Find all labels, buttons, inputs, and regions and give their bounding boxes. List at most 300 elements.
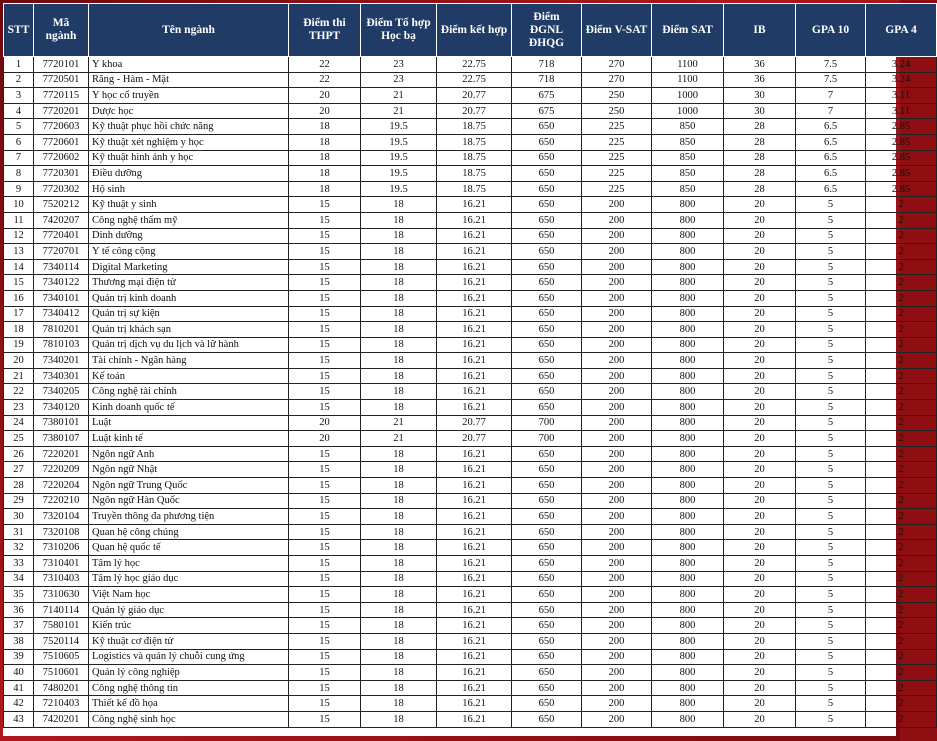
- diem-thpt-cell: 20: [289, 103, 361, 119]
- diem-vsat-cell: 200: [582, 212, 652, 228]
- diem-sat-cell: 800: [652, 415, 724, 431]
- ma-nganh-cell: 7340205: [34, 384, 89, 400]
- diem-thpt-cell: 15: [289, 493, 361, 509]
- gpa10-cell: 7.5: [796, 57, 866, 73]
- diem-sat-cell: 800: [652, 493, 724, 509]
- diem-ket-hop-cell: 16.21: [437, 306, 512, 322]
- ib-cell: 20: [724, 587, 796, 603]
- ib-cell: 20: [724, 680, 796, 696]
- diem-dgnl-cell: 650: [512, 509, 582, 525]
- stt-cell: 13: [4, 244, 34, 260]
- ma-nganh-cell: 7220209: [34, 462, 89, 478]
- diem-sat-cell: 800: [652, 509, 724, 525]
- diem-dgnl-cell: 650: [512, 711, 582, 727]
- diem-hoc-ba-cell: 23: [361, 72, 437, 88]
- gpa4-cell: 2: [866, 696, 937, 712]
- diem-hoc-ba-cell: 19.5: [361, 150, 437, 166]
- diem-dgnl-cell: 650: [512, 400, 582, 416]
- ib-cell: 20: [724, 197, 796, 213]
- ma-nganh-cell: 7340412: [34, 306, 89, 322]
- diem-vsat-cell: 200: [582, 400, 652, 416]
- stt-cell: 27: [4, 462, 34, 478]
- diem-ket-hop-cell: 16.21: [437, 587, 512, 603]
- table-row: [4, 197, 937, 213]
- gpa4-cell: 2: [866, 649, 937, 665]
- diem-vsat-cell: 200: [582, 322, 652, 338]
- ma-nganh-cell: 7720101: [34, 57, 89, 73]
- diem-hoc-ba-cell: 19.5: [361, 119, 437, 135]
- gpa10-cell: 5: [796, 462, 866, 478]
- diem-sat-cell: 800: [652, 337, 724, 353]
- gpa10-cell: 5: [796, 556, 866, 572]
- ma-nganh-cell: 7340114: [34, 259, 89, 275]
- diem-dgnl-cell: 650: [512, 259, 582, 275]
- gpa10-cell: 5: [796, 633, 866, 649]
- diem-vsat-cell: 200: [582, 431, 652, 447]
- diem-sat-cell: 800: [652, 259, 724, 275]
- diem-hoc-ba-cell: 18: [361, 540, 437, 556]
- diem-thpt-cell: 18: [289, 134, 361, 150]
- diem-hoc-ba-cell: 21: [361, 103, 437, 119]
- gpa4-cell: 2: [866, 228, 937, 244]
- header-diem-sat: Điểm SAT: [652, 4, 724, 57]
- diem-thpt-cell: 15: [289, 478, 361, 494]
- diem-sat-cell: 800: [652, 571, 724, 587]
- ten-nganh-cell: Công nghệ sinh học: [89, 711, 289, 727]
- gpa10-cell: 5: [796, 602, 866, 618]
- gpa10-cell: 5: [796, 431, 866, 447]
- gpa10-cell: 5: [796, 540, 866, 556]
- gpa10-cell: 5: [796, 306, 866, 322]
- gpa10-cell: 6.5: [796, 134, 866, 150]
- diem-sat-cell: 800: [652, 618, 724, 634]
- diem-dgnl-cell: 650: [512, 540, 582, 556]
- diem-hoc-ba-cell: 18: [361, 649, 437, 665]
- ten-nganh-cell: Thiết kế đồ họa: [89, 696, 289, 712]
- diem-hoc-ba-cell: 18: [361, 665, 437, 681]
- ib-cell: 30: [724, 103, 796, 119]
- diem-ket-hop-cell: 16.21: [437, 556, 512, 572]
- gpa10-cell: 5: [796, 711, 866, 727]
- stt-cell: 12: [4, 228, 34, 244]
- stt-cell: 4: [4, 103, 34, 119]
- gpa10-cell: 5: [796, 415, 866, 431]
- ma-nganh-cell: 7210403: [34, 696, 89, 712]
- diem-vsat-cell: 200: [582, 649, 652, 665]
- ma-nganh-cell: 7310403: [34, 571, 89, 587]
- diem-dgnl-cell: 650: [512, 649, 582, 665]
- gpa4-cell: 3.11: [866, 103, 937, 119]
- ib-cell: 20: [724, 649, 796, 665]
- diem-vsat-cell: 200: [582, 478, 652, 494]
- table-row: [4, 57, 937, 73]
- diem-ket-hop-cell: 16.21: [437, 696, 512, 712]
- gpa4-cell: 2.85: [866, 181, 937, 197]
- ma-nganh-cell: 7720701: [34, 244, 89, 260]
- ma-nganh-cell: 7340122: [34, 275, 89, 291]
- diem-ket-hop-cell: 16.21: [437, 446, 512, 462]
- diem-sat-cell: 800: [652, 649, 724, 665]
- diem-vsat-cell: 200: [582, 228, 652, 244]
- diem-thpt-cell: 15: [289, 680, 361, 696]
- ma-nganh-cell: 7420207: [34, 212, 89, 228]
- header-ten-nganh: Tên ngành: [89, 4, 289, 57]
- gpa4-cell: 2.85: [866, 150, 937, 166]
- gpa10-cell: 5: [796, 353, 866, 369]
- stt-cell: 38: [4, 633, 34, 649]
- diem-thpt-cell: 15: [289, 556, 361, 572]
- score-table-sheet: [3, 3, 917, 736]
- ma-nganh-cell: 7140114: [34, 602, 89, 618]
- table-row: [4, 649, 937, 665]
- table-row: [4, 665, 937, 681]
- ten-nganh-cell: Quản lý công nghiệp: [89, 665, 289, 681]
- diem-sat-cell: 850: [652, 166, 724, 182]
- table-row: [4, 322, 937, 338]
- table-body: [4, 57, 937, 728]
- stt-cell: 36: [4, 602, 34, 618]
- diem-thpt-cell: 15: [289, 649, 361, 665]
- diem-sat-cell: 800: [652, 197, 724, 213]
- ten-nganh-cell: Kiến trúc: [89, 618, 289, 634]
- diem-sat-cell: 1100: [652, 57, 724, 73]
- diem-hoc-ba-cell: 18: [361, 602, 437, 618]
- diem-dgnl-cell: 650: [512, 696, 582, 712]
- diem-vsat-cell: 200: [582, 556, 652, 572]
- ib-cell: 20: [724, 212, 796, 228]
- stt-cell: 26: [4, 446, 34, 462]
- ib-cell: 20: [724, 556, 796, 572]
- ib-cell: 20: [724, 275, 796, 291]
- stt-cell: 42: [4, 696, 34, 712]
- diem-dgnl-cell: 650: [512, 212, 582, 228]
- ib-cell: 20: [724, 478, 796, 494]
- diem-thpt-cell: 15: [289, 462, 361, 478]
- ten-nganh-cell: Y tế công cộng: [89, 244, 289, 260]
- gpa4-cell: 2: [866, 602, 937, 618]
- gpa4-cell: 2: [866, 524, 937, 540]
- diem-vsat-cell: 200: [582, 524, 652, 540]
- stt-cell: 43: [4, 711, 34, 727]
- stt-cell: 32: [4, 540, 34, 556]
- stt-cell: 33: [4, 556, 34, 572]
- ib-cell: 20: [724, 696, 796, 712]
- diem-dgnl-cell: 650: [512, 228, 582, 244]
- diem-dgnl-cell: 650: [512, 353, 582, 369]
- diem-hoc-ba-cell: 18: [361, 556, 437, 572]
- ma-nganh-cell: 7310401: [34, 556, 89, 572]
- stt-cell: 17: [4, 306, 34, 322]
- table-row: [4, 493, 937, 509]
- ten-nganh-cell: Quản trị kinh doanh: [89, 290, 289, 306]
- gpa4-cell: 3.24: [866, 57, 937, 73]
- diem-thpt-cell: 18: [289, 181, 361, 197]
- diem-vsat-cell: 225: [582, 150, 652, 166]
- diem-ket-hop-cell: 16.21: [437, 197, 512, 213]
- diem-hoc-ba-cell: 18: [361, 306, 437, 322]
- table-row: [4, 556, 937, 572]
- diem-vsat-cell: 200: [582, 290, 652, 306]
- diem-hoc-ba-cell: 18: [361, 493, 437, 509]
- diem-dgnl-cell: 650: [512, 166, 582, 182]
- diem-vsat-cell: 200: [582, 306, 652, 322]
- stt-cell: 6: [4, 134, 34, 150]
- header-gpa4: GPA 4: [866, 4, 937, 57]
- gpa4-cell: 2: [866, 384, 937, 400]
- ib-cell: 20: [724, 571, 796, 587]
- ten-nganh-cell: Kỹ thuật phục hồi chức năng: [89, 119, 289, 135]
- diem-dgnl-cell: 650: [512, 493, 582, 509]
- diem-ket-hop-cell: 16.21: [437, 462, 512, 478]
- diem-hoc-ba-cell: 18: [361, 400, 437, 416]
- diem-vsat-cell: 200: [582, 462, 652, 478]
- ten-nganh-cell: Ngôn ngữ Hàn Quốc: [89, 493, 289, 509]
- gpa4-cell: 2: [866, 212, 937, 228]
- ten-nganh-cell: Thương mại điện tử: [89, 275, 289, 291]
- diem-vsat-cell: 200: [582, 680, 652, 696]
- diem-sat-cell: 850: [652, 181, 724, 197]
- diem-hoc-ba-cell: 18: [361, 462, 437, 478]
- ib-cell: 20: [724, 633, 796, 649]
- gpa4-cell: 3.11: [866, 88, 937, 104]
- table-row: [4, 509, 937, 525]
- diem-ket-hop-cell: 16.21: [437, 400, 512, 416]
- ten-nganh-cell: Dinh dưỡng: [89, 228, 289, 244]
- diem-dgnl-cell: 650: [512, 524, 582, 540]
- diem-dgnl-cell: 650: [512, 384, 582, 400]
- ma-nganh-cell: 7220210: [34, 493, 89, 509]
- ten-nganh-cell: Công nghệ tài chính: [89, 384, 289, 400]
- diem-sat-cell: 800: [652, 400, 724, 416]
- table-row: [4, 275, 937, 291]
- diem-sat-cell: 800: [652, 368, 724, 384]
- diem-dgnl-cell: 650: [512, 337, 582, 353]
- diem-vsat-cell: 270: [582, 57, 652, 73]
- diem-vsat-cell: 200: [582, 337, 652, 353]
- ib-cell: 36: [724, 57, 796, 73]
- diem-sat-cell: 800: [652, 228, 724, 244]
- stt-cell: 11: [4, 212, 34, 228]
- diem-hoc-ba-cell: 18: [361, 197, 437, 213]
- gpa10-cell: 5: [796, 509, 866, 525]
- diem-thpt-cell: 22: [289, 72, 361, 88]
- ma-nganh-cell: 7720301: [34, 166, 89, 182]
- stt-cell: 10: [4, 197, 34, 213]
- diem-vsat-cell: 200: [582, 509, 652, 525]
- diem-ket-hop-cell: 16.21: [437, 368, 512, 384]
- gpa10-cell: 5: [796, 649, 866, 665]
- table-row: [4, 103, 937, 119]
- diem-vsat-cell: 200: [582, 696, 652, 712]
- table-row: [4, 353, 937, 369]
- diem-sat-cell: 800: [652, 275, 724, 291]
- diem-vsat-cell: 200: [582, 540, 652, 556]
- diem-sat-cell: 800: [652, 556, 724, 572]
- ma-nganh-cell: 7220201: [34, 446, 89, 462]
- diem-vsat-cell: 200: [582, 275, 652, 291]
- header-diem-thpt: Điểm thi THPT: [289, 4, 361, 57]
- diem-sat-cell: 800: [652, 633, 724, 649]
- ib-cell: 28: [724, 134, 796, 150]
- stt-cell: 19: [4, 337, 34, 353]
- diem-thpt-cell: 15: [289, 602, 361, 618]
- diem-vsat-cell: 200: [582, 587, 652, 603]
- gpa4-cell: 2: [866, 556, 937, 572]
- ten-nganh-cell: Ngôn ngữ Anh: [89, 446, 289, 462]
- ib-cell: 20: [724, 228, 796, 244]
- diem-vsat-cell: 200: [582, 384, 652, 400]
- gpa4-cell: 2: [866, 587, 937, 603]
- table-row: [4, 181, 937, 197]
- table-row: [4, 259, 937, 275]
- diem-vsat-cell: 200: [582, 259, 652, 275]
- stt-cell: 39: [4, 649, 34, 665]
- diem-thpt-cell: 15: [289, 368, 361, 384]
- diem-sat-cell: 800: [652, 384, 724, 400]
- diem-dgnl-cell: 718: [512, 72, 582, 88]
- diem-thpt-cell: 20: [289, 415, 361, 431]
- gpa4-cell: 2: [866, 337, 937, 353]
- diem-dgnl-cell: 718: [512, 57, 582, 73]
- ma-nganh-cell: 7720115: [34, 88, 89, 104]
- diem-thpt-cell: 15: [289, 633, 361, 649]
- diem-thpt-cell: 15: [289, 259, 361, 275]
- ma-nganh-cell: 7810201: [34, 322, 89, 338]
- ma-nganh-cell: 7310630: [34, 587, 89, 603]
- diem-thpt-cell: 15: [289, 337, 361, 353]
- gpa10-cell: 5: [796, 665, 866, 681]
- stt-cell: 41: [4, 680, 34, 696]
- ten-nganh-cell: Việt Nam học: [89, 587, 289, 603]
- ten-nganh-cell: Kỹ thuật cơ điện tử: [89, 633, 289, 649]
- gpa4-cell: 2: [866, 446, 937, 462]
- gpa10-cell: 5: [796, 275, 866, 291]
- table-row: [4, 290, 937, 306]
- ten-nganh-cell: Tâm lý học giáo dục: [89, 571, 289, 587]
- stt-cell: 7: [4, 150, 34, 166]
- header-ma-nganh: Mã ngành: [34, 4, 89, 57]
- diem-ket-hop-cell: 16.21: [437, 540, 512, 556]
- diem-ket-hop-cell: 16.21: [437, 571, 512, 587]
- gpa10-cell: 5: [796, 337, 866, 353]
- ib-cell: 20: [724, 446, 796, 462]
- header-diem-ket-hop: Điểm kết hợp: [437, 4, 512, 57]
- ten-nganh-cell: Kỹ thuật y sinh: [89, 197, 289, 213]
- diem-dgnl-cell: 650: [512, 368, 582, 384]
- table-row: [4, 150, 937, 166]
- table-row: [4, 680, 937, 696]
- diem-vsat-cell: 200: [582, 353, 652, 369]
- ib-cell: 20: [724, 290, 796, 306]
- ib-cell: 20: [724, 337, 796, 353]
- stt-cell: 30: [4, 509, 34, 525]
- ten-nganh-cell: Quản trị sự kiện: [89, 306, 289, 322]
- ten-nganh-cell: Ngôn ngữ Nhật: [89, 462, 289, 478]
- gpa4-cell: 2: [866, 711, 937, 727]
- diem-thpt-cell: 15: [289, 711, 361, 727]
- ib-cell: 20: [724, 618, 796, 634]
- diem-thpt-cell: 15: [289, 228, 361, 244]
- gpa4-cell: 2.85: [866, 134, 937, 150]
- diem-dgnl-cell: 650: [512, 556, 582, 572]
- gpa10-cell: 5: [796, 524, 866, 540]
- header-diem-hoc-ba: Điểm Tổ hợp Học bạ: [361, 4, 437, 57]
- ib-cell: 20: [724, 368, 796, 384]
- ten-nganh-cell: Kỹ thuật xét nghiệm y học: [89, 134, 289, 150]
- diem-hoc-ba-cell: 18: [361, 337, 437, 353]
- diem-dgnl-cell: 650: [512, 571, 582, 587]
- gpa4-cell: 2: [866, 259, 937, 275]
- stt-cell: 16: [4, 290, 34, 306]
- diem-thpt-cell: 15: [289, 322, 361, 338]
- diem-thpt-cell: 15: [289, 524, 361, 540]
- ten-nganh-cell: Luật kinh tế: [89, 431, 289, 447]
- table-row: [4, 306, 937, 322]
- diem-sat-cell: 800: [652, 353, 724, 369]
- gpa4-cell: 2: [866, 368, 937, 384]
- diem-dgnl-cell: 650: [512, 275, 582, 291]
- gpa10-cell: 5: [796, 368, 866, 384]
- diem-thpt-cell: 15: [289, 275, 361, 291]
- stt-cell: 35: [4, 587, 34, 603]
- gpa10-cell: 5: [796, 290, 866, 306]
- ten-nganh-cell: Y học cổ truyền: [89, 88, 289, 104]
- diem-sat-cell: 800: [652, 587, 724, 603]
- gpa10-cell: 6.5: [796, 166, 866, 182]
- diem-dgnl-cell: 650: [512, 150, 582, 166]
- ib-cell: 30: [724, 88, 796, 104]
- ten-nganh-cell: Logistics và quản lý chuỗi cung ứng: [89, 649, 289, 665]
- table-row: [4, 368, 937, 384]
- diem-sat-cell: 800: [652, 244, 724, 260]
- ma-nganh-cell: 7720302: [34, 181, 89, 197]
- ten-nganh-cell: Quản trị khách sạn: [89, 322, 289, 338]
- diem-thpt-cell: 15: [289, 571, 361, 587]
- table-row: [4, 88, 937, 104]
- table-row: [4, 478, 937, 494]
- gpa10-cell: 5: [796, 244, 866, 260]
- diem-ket-hop-cell: 16.21: [437, 353, 512, 369]
- diem-sat-cell: 800: [652, 696, 724, 712]
- diem-hoc-ba-cell: 18: [361, 696, 437, 712]
- diem-thpt-cell: 15: [289, 446, 361, 462]
- ma-nganh-cell: 7420201: [34, 711, 89, 727]
- gpa4-cell: 2: [866, 618, 937, 634]
- diem-vsat-cell: 200: [582, 571, 652, 587]
- diem-vsat-cell: 200: [582, 368, 652, 384]
- diem-ket-hop-cell: 16.21: [437, 322, 512, 338]
- diem-vsat-cell: 200: [582, 602, 652, 618]
- ib-cell: 20: [724, 384, 796, 400]
- diem-ket-hop-cell: 16.21: [437, 524, 512, 540]
- stt-cell: 37: [4, 618, 34, 634]
- stt-cell: 25: [4, 431, 34, 447]
- diem-thpt-cell: 15: [289, 384, 361, 400]
- gpa10-cell: 7.5: [796, 72, 866, 88]
- gpa4-cell: 2: [866, 353, 937, 369]
- gpa4-cell: 2: [866, 493, 937, 509]
- diem-sat-cell: 850: [652, 150, 724, 166]
- diem-thpt-cell: 15: [289, 353, 361, 369]
- ten-nganh-cell: Quan hệ quốc tế: [89, 540, 289, 556]
- diem-dgnl-cell: 650: [512, 478, 582, 494]
- table-row: [4, 166, 937, 182]
- ten-nganh-cell: Quản trị dịch vụ du lịch và lữ hành: [89, 337, 289, 353]
- diem-vsat-cell: 200: [582, 244, 652, 260]
- diem-dgnl-cell: 650: [512, 633, 582, 649]
- table-row: [4, 415, 937, 431]
- diem-thpt-cell: 15: [289, 290, 361, 306]
